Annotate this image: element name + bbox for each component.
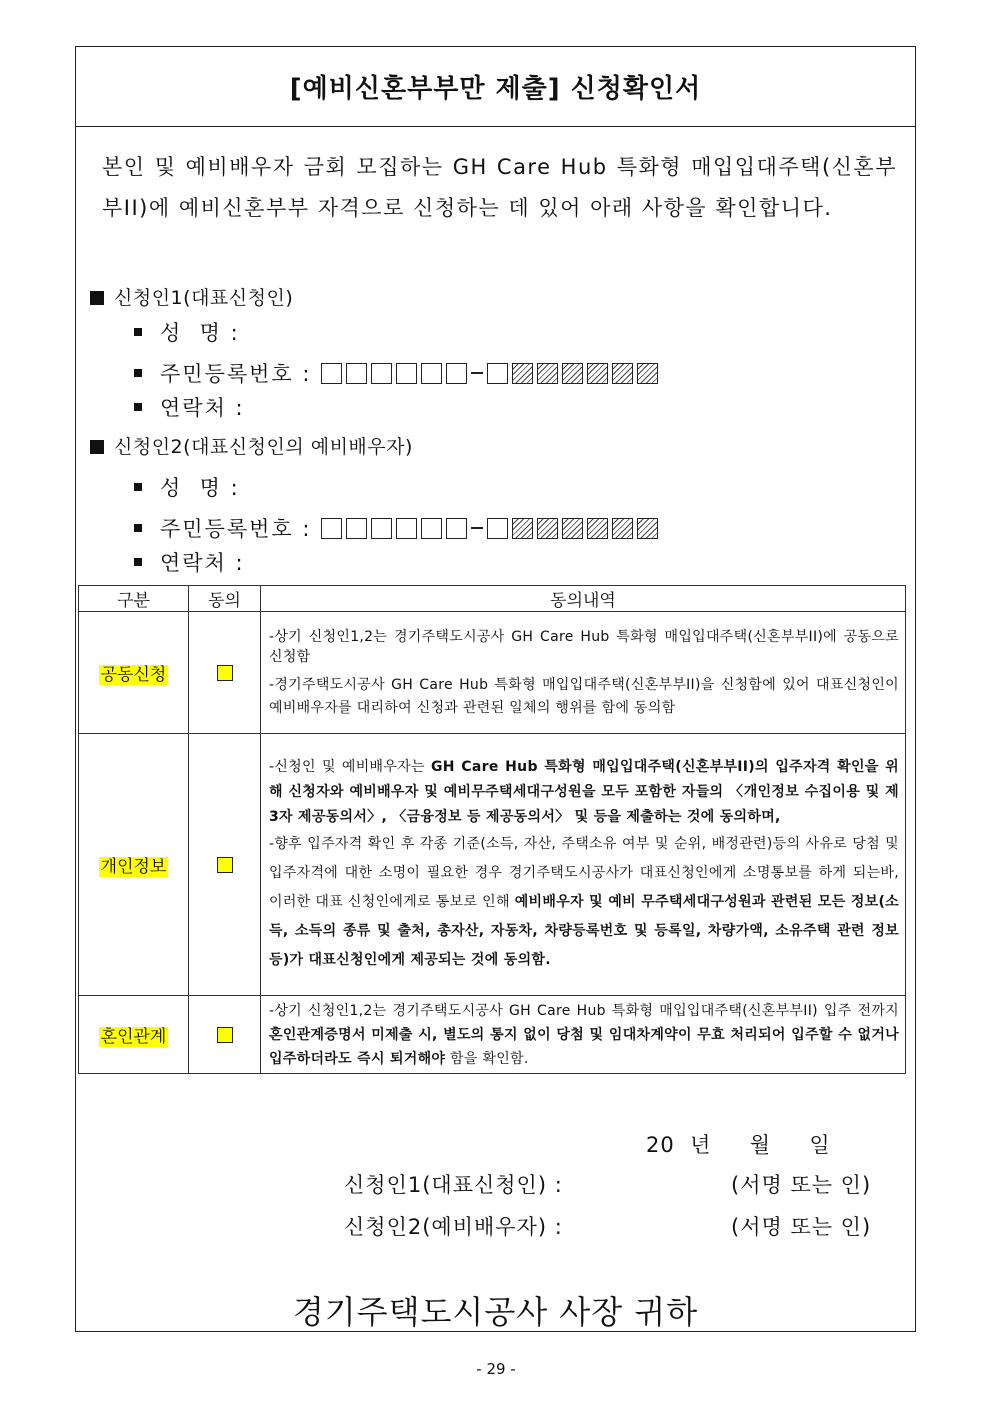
consent-checkbox-marriage[interactable] xyxy=(217,1027,233,1043)
square-bullet-icon xyxy=(90,440,104,454)
rrn-masked-box xyxy=(637,363,658,384)
rrn-digit-box[interactable] xyxy=(321,518,342,539)
table-row-marriage xyxy=(79,996,906,1074)
header-category: 구분 xyxy=(79,586,189,612)
personal-info-para-2: -향후 입주자격 확인 후 각종 기준(소득, 자산, 주택소유 여부 및 순위, 배정관련)등의 사유로 당첨 및 입주자격에 대한 소명이 필요한 경우 경기주택도시공사가 대표신청인에게 소명통보를 하게 되는바, 이러한 대표 신청인에게로 통보로 인해 예비배우자 및 예비 무주택세대구성원과 관련된 모든 정보(소득, 소득의 종류 및 출처, 총자산, 자동차, 차량등록번호 및 등록일, 차량가액, 소유주택 관련 정보 등)가 대표신청인에게 제공되는 것에 동의함. xyxy=(269,835,899,968)
square-bullet-icon xyxy=(90,291,104,305)
rrn-digit-box[interactable] xyxy=(346,518,367,539)
rrn-masked-box xyxy=(562,518,583,539)
date-line[interactable]: 20 년 월 일 xyxy=(646,1133,831,1157)
intro-paragraph: 본인 및 예비배우자 금회 모집하는 GH Care Hub 특화형 매입입대주택(신혼부부II)에 예비신혼부부 자격으로 신청하는 데 있어 아래 사항을 확인합니다. xyxy=(102,155,897,220)
applicant1-contact-field[interactable]: 연락처 : xyxy=(134,392,245,422)
applicant1-name-field[interactable]: 성 명 : xyxy=(134,317,240,347)
applicant2-rrn-field[interactable]: 주민등록번호 : xyxy=(134,513,662,543)
rrn-digit-box[interactable] xyxy=(396,363,417,384)
rrn-digit-box[interactable] xyxy=(487,518,508,539)
applicant2-contact-field[interactable]: 연락처 : xyxy=(134,547,245,577)
rrn-digit-box[interactable] xyxy=(371,518,392,539)
applicant2-name-field[interactable]: 성 명 : xyxy=(134,472,240,502)
table-row-personal-info xyxy=(79,734,906,996)
title-row xyxy=(76,47,915,127)
category-personal-info: 개인정보 xyxy=(100,857,167,877)
applicant1-heading: 신청인1(대표신청인) xyxy=(90,283,293,310)
category-marriage: 혼인관계 xyxy=(100,1027,167,1047)
bullet-icon xyxy=(134,524,142,532)
rrn-masked-box xyxy=(637,518,658,539)
bullet-icon xyxy=(134,483,142,491)
table-row-joint xyxy=(79,612,906,734)
applicant1-rrn-field[interactable]: 주민등록번호 : xyxy=(134,358,662,388)
rrn-digit-box[interactable] xyxy=(446,363,467,384)
addressee: 경기주택도시공사 사장 귀하 xyxy=(292,1293,699,1331)
rrn-digit-box[interactable] xyxy=(421,363,442,384)
rrn-masked-box xyxy=(512,518,533,539)
bullet-icon xyxy=(134,558,142,566)
rrn-masked-box xyxy=(512,363,533,384)
personal-info-para-1: -신청인 및 예비배우자는 GH Care Hub 특화형 매입입대주택(신혼부부II)의 입주자격 확인을 위해 신청자와 예비배우자 및 예비무주택세대구성원을 모두 포함한 자들의 〈개인정보 수집이용 및 제3자 제공동의서〉, 〈금융정보 등 제공동의서〉 및 등을 제출하는 것에 동의하며, xyxy=(269,758,900,825)
rrn-masked-box xyxy=(562,363,583,384)
rrn-digit-box[interactable] xyxy=(346,363,367,384)
rrn-masked-box xyxy=(587,518,608,539)
form-frame xyxy=(75,46,916,1332)
rrn-separator xyxy=(471,527,483,529)
rrn-boxes[interactable] xyxy=(321,363,662,384)
rrn-digit-box[interactable] xyxy=(446,518,467,539)
consent-table xyxy=(78,585,906,1074)
document-title: [예비신혼부부만 제출] 신청확인서 xyxy=(289,74,702,104)
bullet-icon xyxy=(134,328,142,336)
consent-checkbox-joint[interactable] xyxy=(217,665,233,681)
consent-checkbox-personal-info[interactable] xyxy=(217,857,233,873)
applicant2-heading: 신청인2(대표신청인의 예비배우자) xyxy=(90,432,413,459)
signature1-field[interactable]: (서명 또는 인) xyxy=(731,1173,872,1197)
signature2-field[interactable]: (서명 또는 인) xyxy=(731,1215,872,1239)
rrn-digit-box[interactable] xyxy=(396,518,417,539)
rrn-digit-box[interactable] xyxy=(321,363,342,384)
rrn-digit-box[interactable] xyxy=(371,363,392,384)
rrn-masked-box xyxy=(537,363,558,384)
page-number: - 29 - xyxy=(476,1360,516,1378)
table-header-row xyxy=(79,586,906,612)
signature1-label: 신청인1(대표신청인) : xyxy=(344,1173,563,1197)
signature2-label: 신청인2(예비배우자) : xyxy=(344,1215,563,1239)
rrn-separator xyxy=(471,372,483,374)
header-consent: 동의 xyxy=(189,586,261,612)
rrn-masked-box xyxy=(537,518,558,539)
rrn-masked-box xyxy=(612,518,633,539)
marriage-para: -상기 신청인1,2는 경기주택도시공사 GH Care Hub 특화형 매입입대주택(신혼부부II) 입주 전까지 혼인관계증명서 미제출 시, 별도의 통지 없이 당첨 및 임대차계약이 무효 처리되어 입주할 수 없거나 입주하더라도 즉시 퇴거해야 함을 확인함. xyxy=(269,1002,899,1067)
rrn-digit-box[interactable] xyxy=(421,518,442,539)
bullet-icon xyxy=(134,369,142,377)
rrn-boxes[interactable] xyxy=(321,518,662,539)
rrn-masked-box xyxy=(587,363,608,384)
header-details: 동의내역 xyxy=(261,586,906,612)
rrn-masked-box xyxy=(612,363,633,384)
rrn-digit-box[interactable] xyxy=(487,363,508,384)
joint-line-1: -상기 신청인1,2는 경기주택도시공사 GH Care Hub 특화형 매입입대주택(신혼부부II)에 공동으로 신청함 xyxy=(269,628,899,665)
joint-line-2: -경기주택도시공사 GH Care Hub 특화형 매입입대주택(신혼부부II)을 신청함에 있어 대표신청인이 예비배우자를 대리하여 신청과 관련된 일체의 행위를 함에 동의함 xyxy=(269,676,899,716)
bullet-icon xyxy=(134,403,142,411)
category-joint-application: 공동신청 xyxy=(100,665,167,685)
